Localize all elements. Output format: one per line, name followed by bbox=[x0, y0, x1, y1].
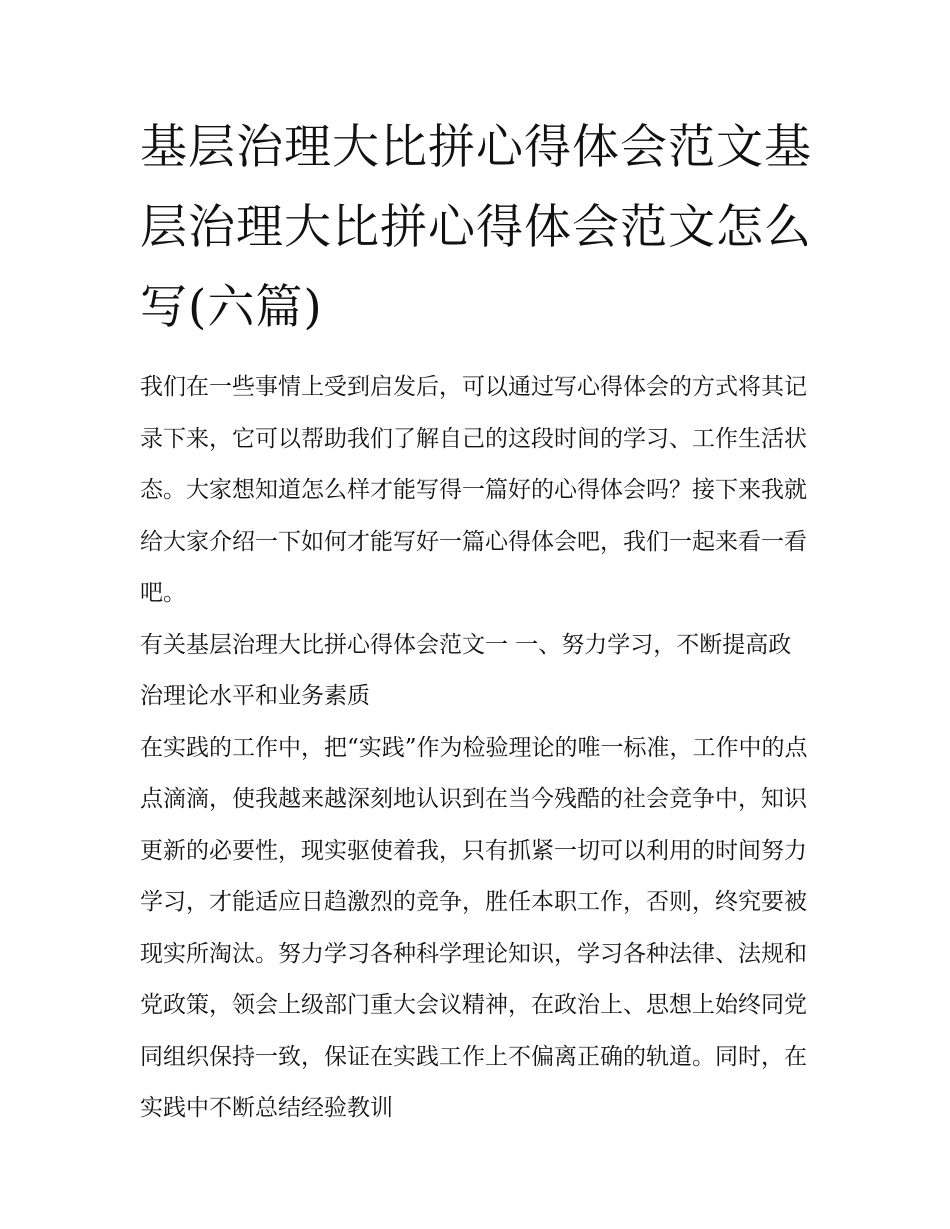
document-page bbox=[140, 108, 812, 1135]
body-paragraph: 在实践的工作中，把“实践”作为检验理论的唯一标准，工作中的点点滴滴，使我越来越深刻地认识到在当今残酷的社会竞争中，知识更新的必要性，现实驱使着我，只有抓紧一切可以利用的时间努力学习，才能适应日趋激烈的竞争，胜任本职工作，否则，终究要被现实所淘汰。努力学习各种科学理论知识，学习各种法律、法规和党政策，领会上级部门重大会议精神，在政治上、思想上始终同党同组织保持一致，保证在实践工作上不偏离正确的轨道。同时，在实践中不断总结经验教训 bbox=[140, 734, 808, 1121]
section-heading-paragraph: 有关基层治理大比拼心得体会范文一 一、努力学习，不断提高政治理论水平和业务素质 bbox=[140, 631, 792, 709]
intro-paragraph: 我们在一些事情上受到启发后，可以通过写心得体会的方式将其记录下来，它可以帮助我们了解自己的这段时间的学习、工作生活状态。大家想知道怎么样才能写得一篇好的心得体会吗？接下来我就给大家介绍一下如何才能写好一篇心得体会吧，我们一起来看一看吧。 bbox=[140, 374, 807, 606]
document-title: 基层治理大比拼心得体会范文基层治理大比拼心得体会范文怎么写(六篇) bbox=[140, 120, 812, 335]
